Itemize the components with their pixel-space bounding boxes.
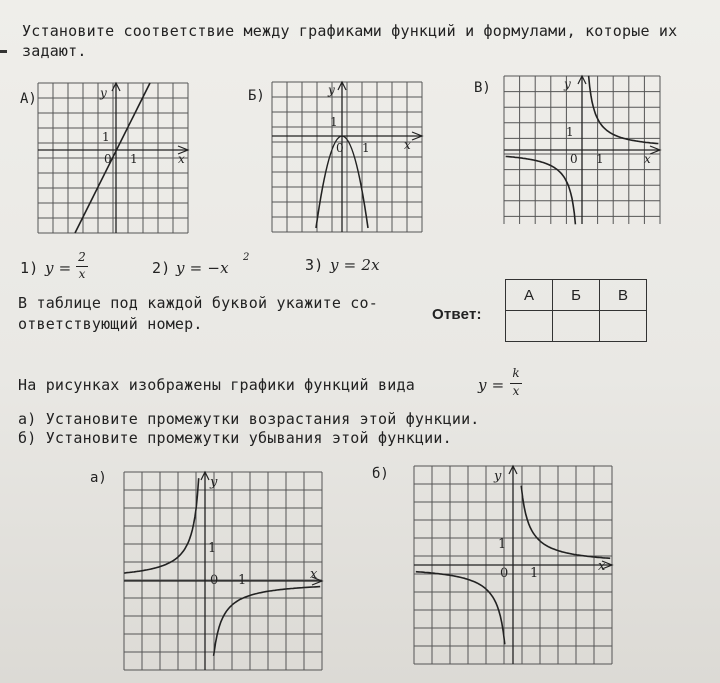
task2-intro: На рисунках изображены графики функций вида xyxy=(18,376,415,394)
graph-a-x-label: x xyxy=(178,152,185,166)
graph-b-unit-x: 1 xyxy=(362,141,370,155)
task1-question-line2: задают. xyxy=(22,42,87,60)
graph-2b-origin: 0 xyxy=(500,566,509,581)
answer-label: Ответ: xyxy=(432,306,482,323)
graph-2b-y-label: y xyxy=(494,469,502,484)
formula-1-lhs: y = xyxy=(45,259,72,277)
answer-header-b: Б xyxy=(553,280,600,311)
formula-1-denominator: x xyxy=(78,267,86,281)
graph-c-letter: В) xyxy=(474,80,491,96)
graph-c-origin: 0 xyxy=(570,152,578,166)
graph-c-y-label: y xyxy=(564,77,571,91)
graph-2b-unit-x: 1 xyxy=(530,566,539,581)
task2-formula-numerator: k xyxy=(512,366,520,380)
graph-c-x-label: x xyxy=(644,152,651,166)
graph-c-curve-right xyxy=(589,76,659,144)
graph-a-unit-y: 1 xyxy=(102,130,110,144)
formula-2-number: 2) xyxy=(152,259,171,277)
formula-1-number: 1) xyxy=(20,259,39,277)
graph-2b xyxy=(414,466,612,664)
graph-b-unit-y: 1 xyxy=(330,115,338,129)
task2-part-b: б) Установите промежутки убывания этой функции. xyxy=(18,429,452,447)
graph-c-unit-y: 1 xyxy=(566,125,574,139)
graph-a-letter: А) xyxy=(20,91,37,107)
graph-b-y-label: y xyxy=(328,83,335,97)
answer-table xyxy=(505,279,647,342)
graph-2b-curve-right xyxy=(521,486,610,559)
formula-2-exponent: 2 xyxy=(243,252,250,263)
graph-2b-x-label: x xyxy=(598,559,606,574)
task2-part-a: а) Установите промежутки возрастания этой функции. xyxy=(18,410,480,428)
graph-b xyxy=(272,82,422,232)
graph-2a-x-label: x xyxy=(310,567,318,582)
answer-header-a: А xyxy=(506,280,553,311)
answer-header-c: В xyxy=(600,280,647,311)
instruction-line2: ответствующий номер. xyxy=(18,315,203,333)
answer-cell-c[interactable] xyxy=(600,311,647,342)
graph-2a-letter: а) xyxy=(90,470,107,486)
graph-2a-origin: 0 xyxy=(210,573,219,588)
graph-c-unit-x: 1 xyxy=(596,152,604,166)
formula-3-number: 3) xyxy=(305,256,324,274)
formula-1-numerator: 2 xyxy=(78,250,86,264)
graph-b-x-label: x xyxy=(404,138,411,152)
answer-cell-a[interactable] xyxy=(506,311,553,342)
graph-b-letter: Б) xyxy=(248,88,265,104)
graph-a-y-label: y xyxy=(100,86,107,100)
task2-formula-denominator: x xyxy=(512,384,520,398)
answer-cell-b[interactable] xyxy=(553,311,600,342)
graph-a-origin: 0 xyxy=(104,152,112,166)
formula-2-text: y = −x xyxy=(176,259,229,277)
formula-3-text: y = 2x xyxy=(330,256,380,274)
graph-2a-grid xyxy=(124,472,322,670)
instruction-line1: В таблице под каждой буквой укажите со- xyxy=(18,294,378,312)
graph-c xyxy=(504,76,660,224)
graph-a xyxy=(38,83,194,233)
task2-formula-lhs: y = xyxy=(478,376,505,394)
graph-2b-unit-y: 1 xyxy=(498,537,507,552)
graph-2b-letter: б) xyxy=(372,466,389,482)
graph-c-curve-left xyxy=(506,156,576,224)
graph-2a xyxy=(124,472,322,670)
graph-2a-y-label: y xyxy=(210,475,218,490)
margin-mark xyxy=(0,50,7,53)
task1-question-line1: Установите соответствие между графиками функций и формулами, которые их xyxy=(22,22,678,40)
graph-a-unit-x: 1 xyxy=(130,152,138,166)
graph-2b-curve-left xyxy=(416,572,505,645)
graph-b-origin: 0 xyxy=(336,141,344,155)
graph-2a-unit-x: 1 xyxy=(238,573,247,588)
graph-2a-unit-y: 1 xyxy=(208,541,217,556)
graph-b-grid xyxy=(272,82,422,232)
